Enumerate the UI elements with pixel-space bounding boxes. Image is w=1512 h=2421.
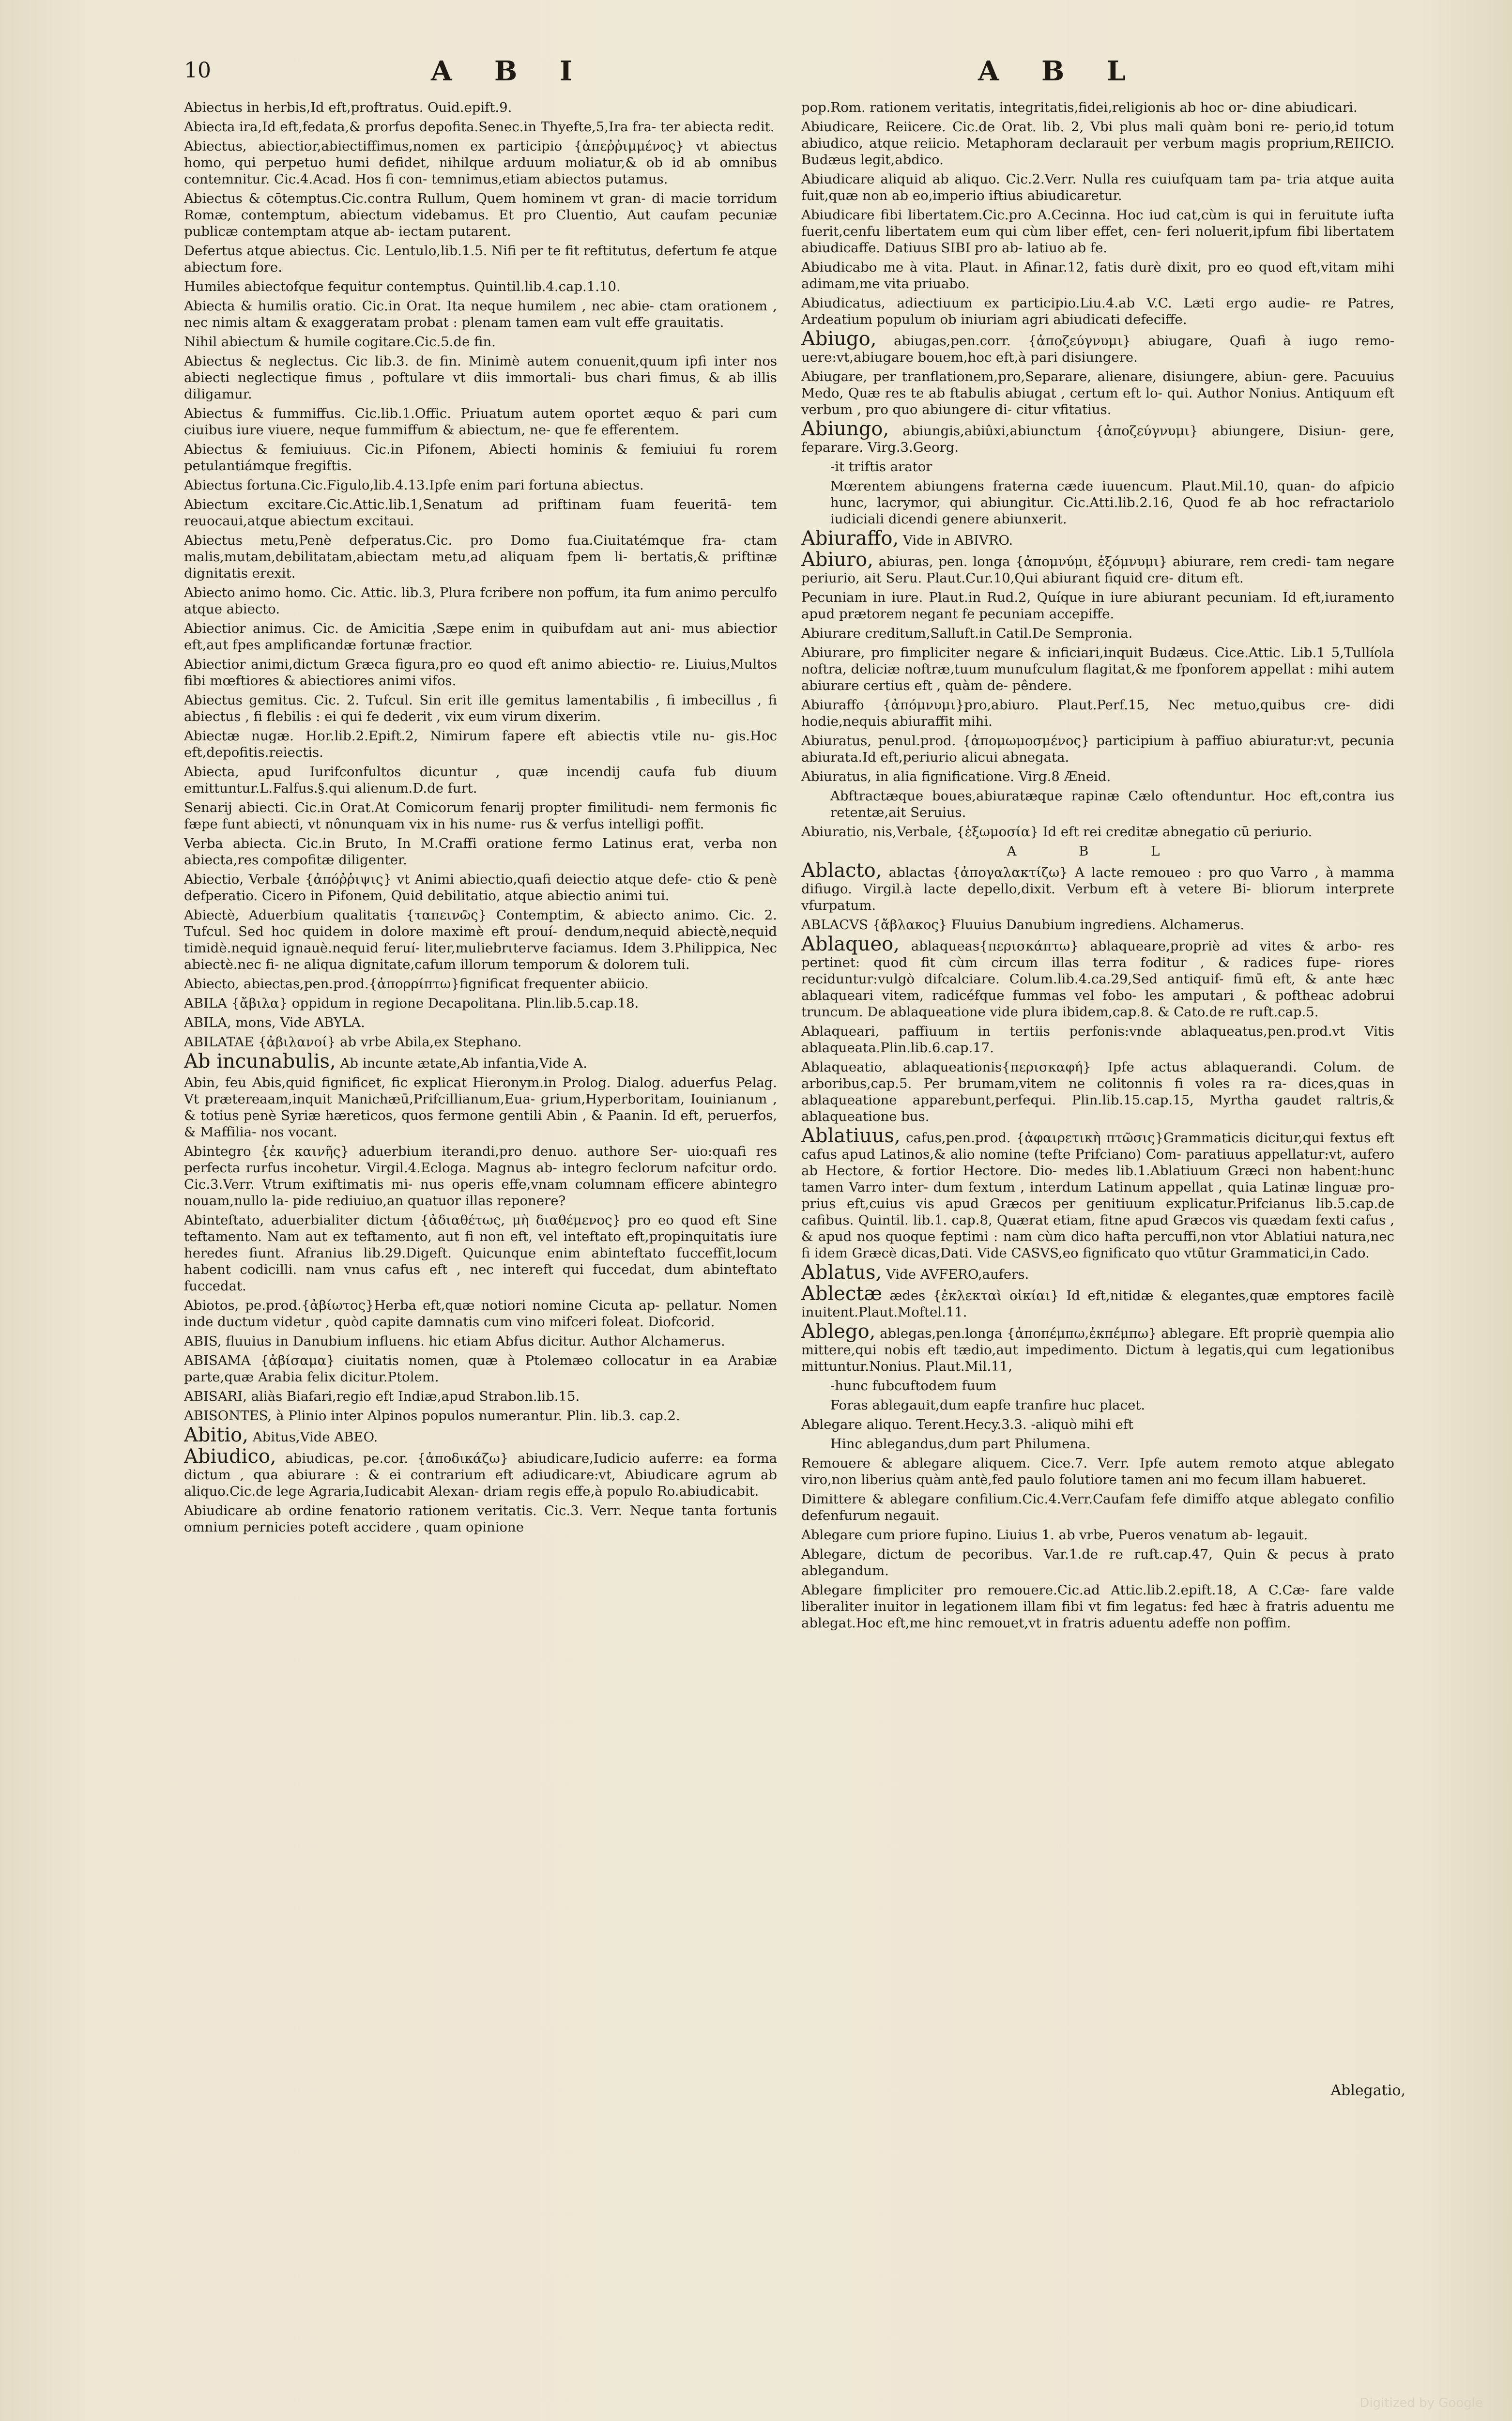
entry-lemma: ABILA, [184,1015,231,1030]
dictionary-entry [801,295,1394,328]
entry-text: animi,dictum Græca figura,pro eo quod eft animo abiectio- re. Liuius,Multos fibi mœftiores & abiectiores animi vifos. [184,657,778,689]
entry-text: penul.prod. {ἀπομωμοσμένος} participium à paffiuo abiuratur:vt, pecunia abiurata.Id eft,periurio alicui abnegata. [801,733,1394,765]
dictionary-entry [184,1502,777,1535]
entry-text: à Plinio inter Alpinos populos numerantur. Plin. lib.3. cap.2. [276,1408,680,1424]
entry-text: aliquid ab aliquo. Cic.2.Verr. Nulla res cuiufquam tam pa- tria atque auita fuit,quæ non ab eo,imperio iftius abiudicaretur. [801,171,1394,203]
dictionary-entry [801,589,1394,622]
entry-text: abiugas,pen.corr. {ἀποζεύγνυμι} abiugare, Quafi à iugo remo- uere:vt,abiugare bouem,hoc eft,à pari disiungere. [801,333,1394,365]
entry-lemma: Abiudicare [801,171,875,187]
dictionary-entry [184,1445,777,1500]
dictionary-entry [184,278,777,295]
dictionary-entry [184,243,777,276]
entry-lemma: Ablectæ [801,1283,883,1305]
dictionary-entry [184,995,777,1011]
entry-text: A B L [1007,843,1189,859]
entry-text: Foras ablegauit,dum eapfe tranfire huc placet. [830,1397,1145,1413]
dictionary-entry [801,1582,1394,1631]
entry-lemma: Verba [184,836,223,851]
entry-lemma: Abiecta [184,119,235,135]
entry-lemma: Ablaqueo, [801,933,900,955]
entry-lemma: Ablegare [801,1527,862,1543]
entry-text: & ablegare aliquem. Cice.7. Verr. Ipfe autem remoto atque ablegato viro,non liberius quàm antè,fed paulo folutiore tamen ani mo fecum illam habueret. [801,1456,1394,1487]
entry-lemma: Abiurare, [801,645,865,660]
entry-text: ablaqueas{περισκάπτω} ablaqueare,propriè ad vites & arbo- res pertinet: quod fit cùm circum illas terra foditur , & radices fupe- riores reciduntur:vulgò difcalciare. Colum.lib.4.ca.29,Sed antiquif- fimū eft, & ante hæc ablaqueari vitem, radicéfque fummas vel fobo- les amputari , & poftheac adobrui truncum. De ablaqueatione vide plura ibidem,cap.8. & Cato.de re ruft.cap.5. [801,938,1394,1020]
entry-text: {ἀβίσαμα} ciuitatis nomen, quæ à Ptolemæo collocatur in ea Arabiæ parte,quæ Arabia felix dicitur.Ptolem. [184,1353,777,1385]
dictionary-entry [184,353,777,402]
entry-text: in iure. Plaut.in Rud.2, Quíque in iure abiurant pecuniam. Id eft,iuramento apud prætorem negant fe pecuniam accepiffe. [801,590,1394,622]
entry-lemma: Abintegro [184,1144,251,1159]
entry-lemma: ABISAMA [184,1353,251,1368]
entry-text: -hunc fubcuftodem fuum [830,1378,997,1394]
dictionary-entry [801,768,1394,785]
entry-text: ablegas,pen.longa {ἀποπέμπω,ἐκπέμπω} ablegare. Eft propriè quempia alio mittere,qui nobis eft tædio,aut impedimento. Dictum à legatis,qui cum legationibus mittuntur.Nonius. Plaut.Mil.11, [801,1326,1394,1374]
dictionary-entry [801,1023,1394,1056]
page-header [184,55,1414,97]
entry-text: cum priore fupino. Liuius 1. ab vrbe, Pueros venatum ab- legauit. [866,1527,1308,1543]
entry-text: {ἀβιλανοί} ab vrbe Abila,ex Stephano. [258,1034,522,1050]
dictionary-entry [184,138,777,187]
dictionary-entry [184,405,777,438]
dictionary-entry [801,1491,1394,1524]
dictionary-entry [801,933,1394,1020]
entry-text: ædes {ἐκλεκταὶ οἰκίαι} Id eft,nitidæ & elegantes,quæ emptores facilè inuitent.Plaut.Moftel.11. [801,1288,1394,1320]
dictionary-entry [830,1436,1394,1452]
dictionary-entry [830,788,1394,821]
entry-lemma: Abinteſtato, [184,1212,264,1228]
entry-text: Vide in ABIVRO. [902,533,1013,548]
entry-lemma: ABLACVS [801,917,868,933]
entry-text: & neglectus. Cic lib.3. de fin. Minimè autem conuenit,quum ipfi inter nos abiecti neglectique fimus , poftulare vt diis immortali- bus chari fimus, & ab illis diligamur. [184,353,778,402]
entry-text: abiecti. Cic.in Orat.At Comicorum fenarij propter fimilitudi- nem fermonis fic fæpe funt abiecti, vt nônunquam vix in his nume- rus & verfus intelligi poffit. [184,800,777,832]
entry-text: atque abiectus. Cic. Lentulo,lib.1.5. Nifi per te fit reftitutus, defertum fe atque abiectum fore. [184,243,778,275]
dictionary-entry [801,1125,1395,1261]
entry-lemma: Abiudicare [184,1503,258,1518]
entry-lemma: Abiecto, [184,976,240,992]
entry-lemma: Ablaqueatio, [801,1059,886,1075]
entry-lemma: Ablaqueari, [801,1024,880,1039]
entry-lemma: Ablegare, [801,1547,867,1562]
entry-lemma: Abiecto [184,585,235,600]
entry-text: animo homo. Cic. Attic. lib.3, Plura fcribere non poffum, ita fum animo perculfo atque abiecto. [184,585,777,617]
dictionary-entry [801,625,1394,642]
entry-text: {ἀπόμνυμι}pro,abiuro. Plaut.Perf.15, Nec metuo,quibus cre- didi hodie,nequis abiuraffit mihi. [801,697,1394,729]
entry-lemma: Abiuratio, [801,824,869,840]
running-head-left: A B I [431,55,589,87]
entry-lemma: Pecuniam [801,590,867,605]
dictionary-entry [801,549,1394,586]
entry-lemma: Abiuraffo, [801,527,899,550]
dictionary-entry [801,1059,1394,1125]
dictionary-entry [184,119,777,135]
entry-text: per tranflationem,pro,Separare, alienare, disiungere, abiun- gere. Pacuuius Medo, Quæ res te ab ftabulis abiugat , certum eft lo- qui. Author Nonius. Antiquum eft verbum , pro quo abiungere di- citur vfitatius. [801,369,1394,417]
entry-lemma: Abiuraffo [801,697,864,713]
dictionary-entry [184,441,777,474]
dictionary-entry [184,1352,777,1385]
entry-lemma: Abiectæ [184,728,240,744]
entry-text: feu Abis,quid fignificet, fic explicat Hieronym.in Prolog. Dialog. aduerfus Pelag. Vt prætereaam,inquit Manichæū,Prifcillianum,Eua- grium,Hyperboritam, Iouinianum , & totius penè Syriæ hæreticos, quos fermone gentili Abin , & Paanin. Id eft, peruerfos, & Maffilia- nos vocant. [184,1075,777,1140]
entry-text: pe.prod.{ἀβίωτος}Herba eft,quæ notiori nomine Cicuta ap- pellatur. Nomen inde ductum videtur , quòd capite damnatis cum vino mifceri foleat. Diofcorid. [184,1298,777,1330]
dictionary-entry [801,859,1394,914]
entry-text: fluuius in Danubium influens. hic etiam Abfus dicitur. Author Alchamerus. [226,1333,725,1349]
dictionary-entry [184,835,777,868]
dictionary-entry [801,1455,1394,1488]
entry-text: Ab incunte ætate,Ab infantia,Vide A. [340,1056,587,1071]
watermark: Digitized by Google [1359,2396,1483,2410]
entry-text: pro fimpliciter negare & inficiari,inquit Budæus. Cice.Attic. Lib.1 5,Tullíola noftra, deliciæ noftræ,tuum munufculum flagitat,& me fponforem appellat : mihi autem abiurare certius eft , quàm de- pêndere. [801,645,1394,693]
dictionary-entry [184,1333,777,1349]
entry-lemma: Abiudico, [184,1445,276,1468]
entry-lemma: ABILATAE [184,1034,254,1050]
entry-text: abiungis,abiûxi,abiunctum {ἀποζεύγνυμι} abiungere, Disiun- gere, feparare. Virg.3.Georg. [801,423,1395,455]
entry-lemma: Abiectus [184,406,243,421]
dictionary-entry [801,527,1394,550]
section-heading [801,843,1394,859]
entry-lemma: Abiudicare, [801,119,879,135]
entry-text: creditum,Salluft.in Catil.De Sempronia. [865,626,1133,641]
entry-text: -it triftis arator [830,459,932,475]
dictionary-entry [184,764,777,797]
dictionary-entry [184,1074,777,1140]
dictionary-entry [184,620,777,653]
dictionary-entry [830,478,1394,527]
entry-lemma: Abiectus [184,533,243,548]
dictionary-entry [801,99,1394,116]
entry-text: nugæ. Hor.lib.2.Epift.2, Nimirum fapere eft abiectis vtile nu- gis.Hoc eft,depofitis.reiectis. [184,728,777,760]
dictionary-entry [830,459,1394,475]
dictionary-entry [184,1014,777,1031]
entry-text: gemitus. Cic. 2. Tufcul. Sin erit ille gemitus lamentabilis , fi imbecillus , fi abiectus , fi flebilis : ei qui fe dederit , vix eum virum dixerim. [184,692,777,724]
entry-lemma: Ablegare [801,1417,862,1432]
dictionary-entry [801,733,1394,766]
entry-lemma: Ablego, [801,1320,876,1343]
entry-text: & humilis oratio. Cic.in Orat. Ita neque humilem , nec abie- ctam orationem , nec nimis altam & exaggeratam probat : plenam tamen eam vult effe grauitatis. [184,298,778,330]
entry-lemma: Abiectus [184,100,243,115]
entry-text: nis,Verbale, {ἐξωμοσία} Id eft rei creditæ abnegatio cū periurio. [872,824,1313,840]
dictionary-entry [184,1424,777,1446]
dictionary-entry [801,1416,1394,1433]
entry-text: Reiicere. Cic.de Orat. lib. 2, Vbi plus mali quàm boni re- perio,id totum abiudico, atque reiicio. Metaphoram declarauit per verbum magis proprium,REIICIO. Budæus legit,abdico. [801,119,1394,168]
entry-text: cafus,pen.prod. {ἀφαιρετικὴ πτῶσις}Grammaticis dicitur,qui fextus eft cafus apud Latinos,& alio nomine (tefte Prifciano) Com- paratiuus appellatur:vt, aufero ab Hectore, & fortior Hectore. Dio- medes lib.1.Ablatiuum Græci non habent:hunc tamen Varro inter- dum fextum , interdum Latinum appellat , quia Latinæ linguæ pro- prius eft,cuius vis apud Græcos per genitiuum explicatur.Prifcianus lib.5.cap.de cafibus. Quintil. lib.1. cap.8, Quærat etiam, fitne apud Græcos vis quædam fexti cafus , & apud nos quoque feptimi : nam cùm dico hafta percuffi,non vtor Ablatiui natura,nec fi idem Græcè dicas,Dati. Vide CASVS,eo fignificato quo vtūtur Grammatici,in Cado. [801,1130,1395,1261]
entry-text: Hinc ablegandus,dum part Philumena. [830,1436,1091,1452]
dictionary-entry [184,190,777,240]
dictionary-entry [184,871,777,904]
entry-text: abiectofque fequitur contemptus. Quintil.lib.4.cap.1.10. [244,279,621,294]
entry-text: Abftractæque boues,abiuratæque rapinæ Cælo oftenduntur. Hoc eft,contra ius retentæ,ait Seruius. [830,788,1394,820]
dictionary-entry [184,799,777,832]
entry-text: dictum de pecoribus. Var.1.de re ruft.cap.47, Quin & pecus à prato ablegandum. [801,1547,1394,1578]
dictionary-entry [801,1527,1394,1543]
entry-lemma: Abiurare [801,626,861,641]
entry-text: & cōtemptus.Cic.contra Rullum, Quem hominem vt gran- di macie torridum Romæ, contemptum, abiectum videbamus. Et pro Cluentio, Aut caufam pecuniæ publicæ contemptam atque ab- iectam putarent. [184,191,777,239]
entry-lemma: ABIS, [184,1333,222,1349]
entry-text: Mœrentem abiungens fraterna cæde iuuencum. Plaut.Mil.10, quan- do afpicio hunc, lacrymor, qui abiungitur. Cic.Atti.lib.2.16, Quod fe ab hoc refractariolo iudiciali dicendi genere abiunxerit. [830,478,1394,527]
dictionary-entry [184,1297,777,1330]
dictionary-entry [801,328,1394,366]
entry-lemma: Abiotos, [184,1298,239,1313]
entry-text: mons, Vide ABYLA. [235,1015,365,1030]
dictionary-entry [801,824,1394,840]
entry-lemma: Abiudicabo [801,260,877,275]
entry-text: Abitus,Vide ABEO. [252,1429,378,1445]
entry-text: fimpliciter pro remouere.Cic.ad Attic.lib.2.epift.18, A C.Cæ- fare valde liberaliter inuitor in legationem illam fibi vt fim legatus: fed hæc à fratris aduentu me ablegat.Hoc eft,me hinc remouet,vt in fratris aduentu adeffe non poffim. [801,1582,1394,1631]
dictionary-entry [801,119,1394,168]
entry-text: & fummiffus. Cic.lib.1.Offic. Priuatum autem oportet æquo & pari cum ciuibus iure viuere, neque fummiffum & abiectum, ne- que fe efferentem. [184,406,777,438]
entry-text: abiudicas, pe.cor. {ἀποδικάζω} abiudicare,Iudicio auferre: ea forma dictum , qua abiurare : & ei contrarium eft adiudicare:vt, Abiudicare agrum ab aliquo.Cic.de lege Agraria,Iudicabit Alexan- driam regis effe,à populo Ro.abiudicabit. [184,1451,777,1499]
dictionary-entry [184,976,777,992]
dictionary-entry [184,1050,777,1073]
dictionary-entry [184,477,777,493]
entry-text: & ablegare confilium.Cic.4.Verr.Caufam fefe dimiffo atque ablegato confilio defenfurum negauit. [801,1491,1394,1523]
dictionary-entry [801,207,1394,256]
dictionary-entry [801,418,1395,456]
dictionary-entry [184,692,777,725]
entry-lemma: ABISONTES, [184,1408,272,1424]
entry-lemma: ABILA [184,996,228,1011]
entry-lemma: Ablatus, [801,1261,882,1284]
entry-lemma: Abiectus [184,191,243,206]
dictionary-entry [184,334,777,350]
entry-text: abiectior,abiectiffimus,nomen ex participio {ἀπεῤῥιμμένος} vt abiectus homo, qui perpetuo humi defidet, nihilque arduum moliatur,& ob id ab omnibus contemnitur. Cic.4.Acad. Hos fi con- temnimus,etiam abiectos putamus. [184,138,777,187]
entry-text: pop.Rom. rationem veritatis, integritatis,fidei,religionis ab hoc or- dine abiudicari. [801,100,1358,115]
entry-text: {ἄβιλα} oppidum in regione Decapolitana. Plin.lib.5.cap.18. [231,996,639,1011]
dictionary-entry [184,1408,777,1424]
dictionary-entry [184,1034,777,1050]
entry-text: fortuna.Cic.Figulo,lib.4.13.Ipfe enim pari fortuna abiectus. [246,477,644,493]
entry-lemma: Defertus [184,243,243,259]
entry-lemma: Remouere [801,1456,871,1471]
entry-lemma: Ablacto, [801,859,882,882]
dictionary-entry [801,171,1394,204]
entry-lemma: Ablatiuus, [801,1125,901,1147]
entry-lemma: Abiectum [184,497,248,512]
entry-lemma: Abiectus [184,692,243,708]
entry-text: ab ordine fenatorio rationem veritatis. Cic.3. Verr. Neque tanta fortunis omnium pernicies poteft accidere , quam opinione [184,1503,777,1535]
entry-lemma: Nihil [184,334,217,350]
dictionary-entry [830,1397,1394,1413]
dictionary-entry [801,644,1394,694]
dictionary-entry [184,584,777,617]
dictionary-entry [184,1388,777,1405]
dictionary-entry [801,1320,1394,1375]
dictionary-entry [801,1283,1394,1320]
entry-text: {ἄβλακος} Fluuius Danubium ingrediens. Alchamerus. [872,917,1245,933]
dictionary-entry [184,1143,777,1209]
entry-lemma: Dimittere [801,1491,866,1507]
left-column [184,99,777,1538]
entry-text: apud Iurifconfultos dicuntur , quæ incendij caufa fub diuum emittuntur.L.Falfus.§.qui alienum.D.de furt. [184,764,777,796]
entry-text: {ἐκ καινῆς} aduerbium iterandi,pro denuo. authore Ser- uio:quafi res perfecta rurfus incohetur. Virgil.4.Ecloga. Magnus ab- integro feclorum nafcitur ordo. Cic.3.Verr. Vtrum exiftimatis mi- nus operis effe,vnam columnam efficere abintegro nouam,nullo la- pide rediuiuo,an quatuor illas reponere? [184,1144,777,1209]
entry-lemma: Humiles [184,279,240,294]
entry-text: ira,Id eft,fedata,& prorfus depofita.Senec.in Thyefte,5,Ira fra- ter abiecta redit. [239,119,775,135]
entry-lemma: Abiudicare [801,207,875,223]
dictionary-entry [801,1261,1394,1284]
entry-lemma: Abiectior [184,657,246,672]
dictionary-entry [184,496,777,529]
dictionary-entry [184,656,777,689]
entry-text: adiectiuum ex participio.Liu.4.ab V.C. Læti ergo audie- re Patres, Ardeatium populum ob iniuriam agri abiudicati defeciffe. [801,295,1394,327]
dictionary-entry [830,1378,1394,1394]
entry-text: Aduerbium qualitatis {ταπεινῶς} Contemptim, & abiecto animo. Cic. 2. Tufcul. Sed hoc quidem in dolore maximè eft prouí- dendum,nequid abiectè,nequid timidè.nequid ignauè.nequid feruí- liter,muliebrιterve faciamus. Idem 3.Philippica, Nec abiectè.nec fi- ne aliqua dignitate,cafum illorum temporum & dolorem tuli. [184,907,777,972]
entry-lemma: Abiudicatus, [801,295,886,311]
entry-lemma: Abiectus [184,477,243,493]
entry-lemma: Ablegare [801,1582,862,1598]
entry-text: in herbis,Id eft,proftratus. Ouid.epift.9. [246,100,512,115]
entry-lemma: Abiuratus, [801,769,872,784]
entry-lemma: Abiuro, [801,549,873,571]
entry-text: aduerbialiter dictum {ἀδιαθέτως, μὴ διαθέμενος} pro eo quod eft Sine teftamento. Nam aut ex teftamento, aut fi non eft, vel inteftato eft,propinquitatis iure heredes fiunt. Afranius lib.29.Digeft. Quicunque enim abinteftato fucceffit,locum habent codicilli. nam vnus cafus eft , nec intereft qui fuccedat, dum abinteftato fuccedat. [184,1212,777,1294]
entry-text: abiectas,pen.prod.{ἀπορρίπτω}fignificat frequenter abiicio. [244,976,649,992]
entry-text: me à vita. Plaut. in Afinar.12, fatis durè dixit, pro eo quod eft,vitam mihi adimam,me vita priuabo. [801,260,1394,291]
entry-lemma: Abin, [184,1075,219,1090]
dictionary-entry [184,728,777,761]
dictionary-entry [801,368,1394,418]
entry-lemma: Abiuratus, [801,733,872,749]
dictionary-entry [184,532,777,582]
entry-text: in alia fignificatione. Virg.8 Æneid. [875,769,1111,784]
entry-text: aliquo. Terent.Hecy.3.3. -aliquò mihi eft [866,1417,1133,1432]
dictionary-entry [184,907,777,973]
entry-lemma: ABISARI, [184,1389,247,1404]
running-head-right: A B L [978,55,1143,87]
entry-text: excitare.Cic.Attic.lib.1,Senatum ad priftinam fuam feueritā- tem reuocaui,atque abiectum excitaui. [184,497,777,529]
entry-text: & femiuiuus. Cic.in Pifonem, Abiecti hominis & femiuiui fu rorem petulantiámque fregiftis. [184,442,777,474]
dictionary-entry [184,99,777,116]
entry-text: animus. Cic. de Amicitia ,Sæpe enim in quibufdam aut ani- mus abiectior eft,aut fpes amplificandæ fortunæ fractior. [184,621,777,653]
dictionary-entry [801,1546,1394,1579]
dictionary-entry [801,697,1394,730]
entry-lemma: Abiectè, [184,907,240,923]
dictionary-entry [801,917,1394,933]
entry-lemma: Abiungo, [801,418,889,440]
entry-lemma: Abiugo, [801,328,877,350]
right-column [801,99,1394,1634]
catchword: Ablegatio, [1330,2082,1405,2099]
entry-lemma: Abiectus [184,442,243,457]
entry-lemma: Abiecta, [184,764,240,780]
entry-lemma: Abiecta [184,298,235,314]
entry-text: abiecta. Cic.in Bruto, In M.Craffi oratione fermo Latinus erat, verba non abiecta,res compofitæ diligenter. [184,836,777,868]
entry-text: ablactas {ἀπογαλακτίζω} A lacte remoueo : pro quo Varro , à mamma difiugo. Virgil.à lacte depello,dixit. Verbum eft à vetere Bi- bliorum interprete vfurpatum. [801,865,1394,913]
entry-lemma: Senarij [184,800,232,815]
entry-text: ablaqueationis{περισκαφή} Ipfe actus ablaquerandi. Colum. de arboribus,cap.5. Per brumam,vitem ne colitonnis fi voles ra ra- dices,quas in ablaqueatione apparebunt,perfequi. Plin.lib.15.cap.15, Myrtha gaudet raltris,& ablaqueatione bus. [801,1059,1394,1124]
entry-lemma: Ab incunabulis, [184,1050,336,1073]
entry-text: aliàs Biafari,regio eft Indiæ,apud Strabon.lib.15. [251,1389,580,1404]
folio-number: 10 [184,58,211,83]
dictionary-entry [801,259,1394,292]
entry-text: Verbale {ἀπόῤῥιψις} vt Animi abiectio,quafi deiectio atque defe- ctio & penè defperatio. Cicero in Pifonem, Quid debilitatio, atque abiectio animi tui. [184,872,777,904]
entry-text: fibi libertatem.Cic.pro A.Cecinna. Hoc iud cat,cùm is qui in feruitute iufta fuerit,cenfu libertatem eum qui cùm liber effet, cen- feri noluerit,ipfum fibi libertatem abiudicaffe. Datiuus SIBI pro ab- latiuo ab fe. [801,207,1394,256]
entry-text: paffiuum in tertiis perfonis:vnde ablaqueatus,pen.prod.vt Vitis ablaqueata.Plin.lib.6.cap.17. [801,1024,1394,1056]
entry-lemma: Abiectus, [184,138,247,154]
entry-text: abiuras, pen. longa {ἀπομνύμι, ἐξόμνυμι} abiurare, rem credi- tam negare periurio, ait Seru. Plaut.Cur.10,Qui abiurant fiquid cre- ditum eft. [801,554,1394,586]
dictionary-entry [184,298,777,331]
entry-text: abiectum & humile cogitare.Cic.5.de fin. [221,334,496,350]
dictionary-entry [184,1212,777,1294]
entry-lemma: Abitio, [184,1424,248,1446]
entry-lemma: Abiectio, [184,872,244,887]
entry-text: metu,Penè defperatus.Cic. pro Domo fua.Ciuitatémque fra- ctam malis,mutam,debilitatam,abiectam metu,ad aliquam fpem li- bertatis,& priftinæ dignitatis erexit. [184,533,777,581]
entry-lemma: Abiectus [184,353,243,369]
entry-text: Vide AVFERO,aufers. [886,1267,1029,1282]
entry-lemma: Abiugare, [801,369,868,384]
entry-lemma: Abiectior [184,621,246,636]
